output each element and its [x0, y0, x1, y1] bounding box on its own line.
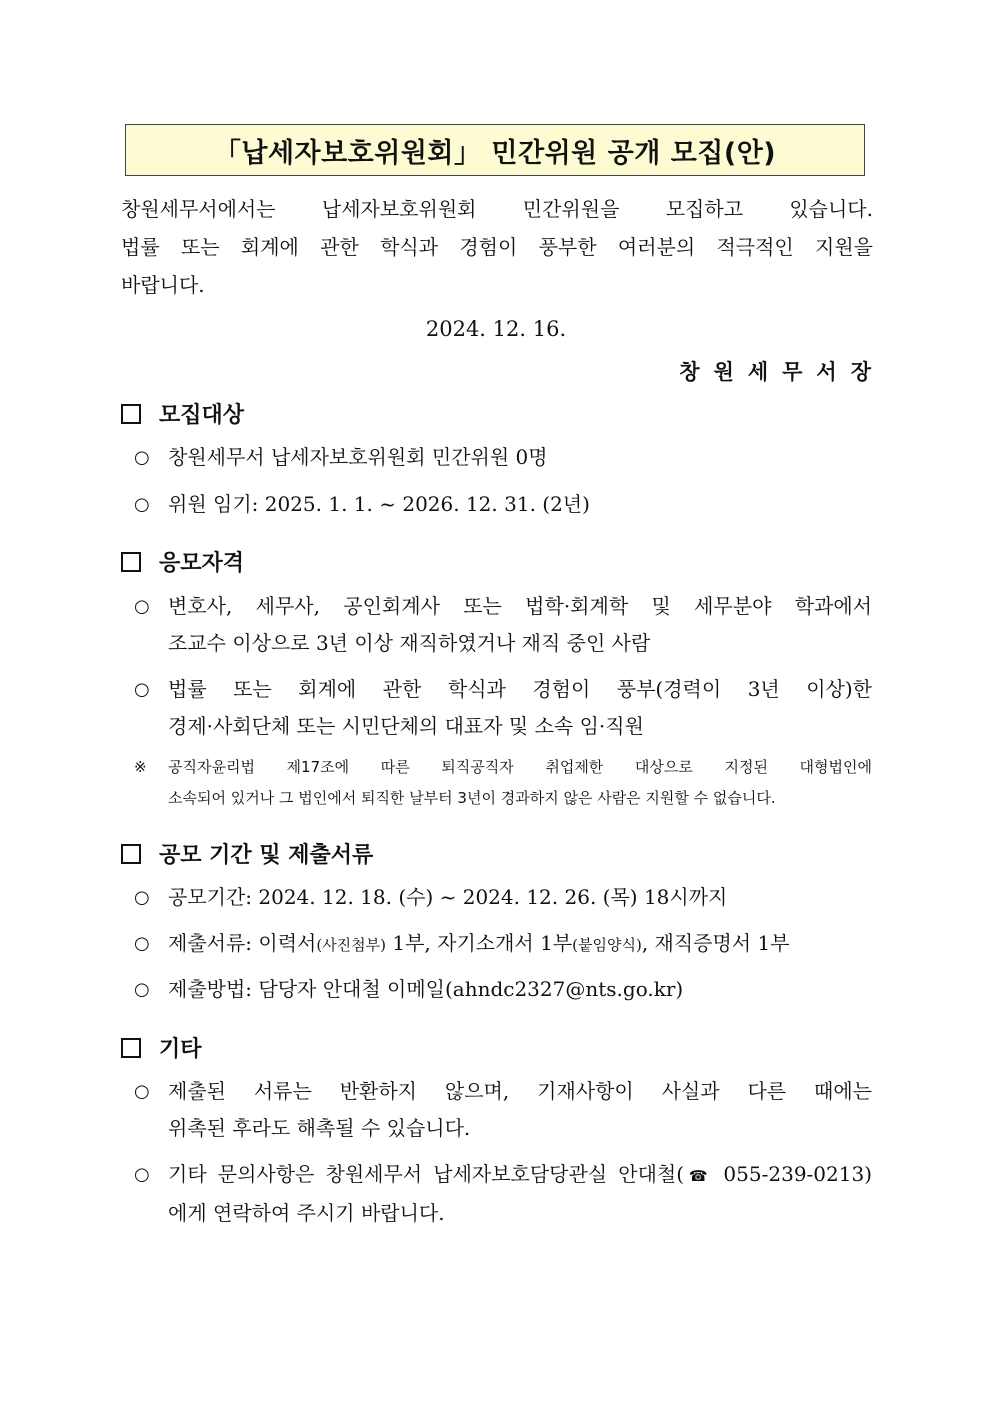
circle-bullet-icon: ○: [134, 679, 150, 700]
item-text: 제출된 서류는 반환하지 않으며, 기재사항이 사실과 다른 때에는: [168, 1079, 872, 1103]
list-item: [134, 925, 872, 964]
section-title: 기타: [159, 1037, 202, 1062]
section-header-period: [121, 838, 373, 869]
list-item: [134, 588, 872, 662]
page-title: 「납세자보호위원회」 민간위원 공개 모집(안): [213, 137, 777, 169]
item-text-part: 기타 문의사항은 창원세무서 납세자보호담당관실 안대철(: [168, 1162, 685, 1186]
item-text: 창원세무서 납세자보호위원회 민간위원 0명: [168, 445, 548, 469]
item-text: 경제·사회단체 또는 시민단체의 대표자 및 소속 임·직원: [168, 714, 644, 738]
checkbox-icon: [121, 404, 141, 424]
section-header-target: [121, 398, 244, 429]
item-text: [168, 925, 872, 964]
section-title: 응모자격: [159, 551, 245, 576]
note-mark-icon: ※: [134, 758, 147, 776]
circle-bullet-icon: ○: [134, 447, 150, 468]
note-text: 공직자윤리법 제17조에 따른 퇴직공직자 취업제한 대상으로 지정된 대형법인에: [168, 758, 872, 776]
checkbox-icon: [121, 552, 141, 572]
item-text-small: (붙임양식): [572, 936, 642, 954]
item-text-small: (사진첨부): [316, 936, 387, 954]
item-text: 조교수 이상으로 3년 이상 재직하였거나 재직 중인 사람: [168, 631, 651, 655]
intro-line: 법률 또는 회계에 관한 학식과 경험이 풍부한 여러분의 적극적인 지원을: [121, 235, 873, 259]
circle-bullet-icon: ○: [134, 596, 150, 617]
item-text: 위원 임기: 2025. 1. 1. ~ 2026. 12. 31. (2년): [168, 492, 590, 516]
checkbox-icon: [121, 844, 141, 864]
circle-bullet-icon: ○: [134, 494, 150, 515]
item-text: 변호사, 세무사, 공인회계사 또는 법학·회계학 및 세무분야 학과에서: [168, 594, 872, 618]
checkbox-icon: [121, 1038, 141, 1058]
circle-bullet-icon: ○: [134, 933, 150, 954]
item-text-part: , 재직증명서 1부: [641, 931, 790, 955]
circle-bullet-icon: ○: [134, 887, 150, 908]
item-text: [168, 1156, 872, 1195]
note: [134, 752, 872, 814]
title-box: [125, 124, 865, 176]
signer: 창원세무서장: [679, 359, 885, 384]
list-item: [134, 971, 872, 1008]
section-header-etc: [121, 1032, 202, 1063]
item-text: 에게 연락하여 주시기 바랍니다.: [168, 1201, 445, 1225]
item-text: 위촉된 후라도 해촉될 수 있습니다.: [168, 1116, 471, 1140]
intro-line: 바랍니다.: [121, 273, 205, 297]
list-item: [134, 439, 872, 476]
section-title: 모집대상: [159, 403, 245, 428]
intro-paragraph: [121, 190, 873, 304]
circle-bullet-icon: ○: [134, 979, 150, 1000]
item-text: 공모기간: 2024. 12. 18. (수) ~ 2024. 12. 26. (목) 18시까지: [168, 885, 728, 909]
section-title: 공모 기간 및 제출서류: [159, 843, 374, 868]
item-text-part: 055-239-0213): [712, 1162, 872, 1186]
list-item: [134, 486, 872, 523]
item-text: 법률 또는 회계에 관한 학식과 경험이 풍부(경력이 3년 이상)한: [168, 677, 872, 701]
list-item: [134, 671, 872, 745]
item-text: 제출방법: 담당자 안대철 이메일(ahndc2327@nts.go.kr): [168, 977, 684, 1001]
section-header-qualification: [121, 546, 244, 577]
phone-icon: ☎: [684, 1167, 713, 1185]
circle-bullet-icon: ○: [134, 1081, 150, 1102]
item-text-part: 제출서류: 이력서: [168, 931, 317, 955]
list-item: [134, 879, 872, 916]
intro-line: 창원세무서에서는 납세자보호위원회 민간위원을 모집하고 있습니다.: [121, 197, 873, 221]
circle-bullet-icon: ○: [134, 1164, 150, 1185]
item-text-part: 1부, 자기소개서 1부: [386, 931, 573, 955]
list-item: [134, 1073, 872, 1147]
note-text: 소속되어 있거나 그 법인에서 퇴직한 날부터 3년이 경과하지 않은 사람은 지원할 수 없습니다.: [168, 789, 776, 807]
issue-date: 2024. 12. 16.: [425, 317, 567, 341]
list-item: [134, 1156, 872, 1232]
